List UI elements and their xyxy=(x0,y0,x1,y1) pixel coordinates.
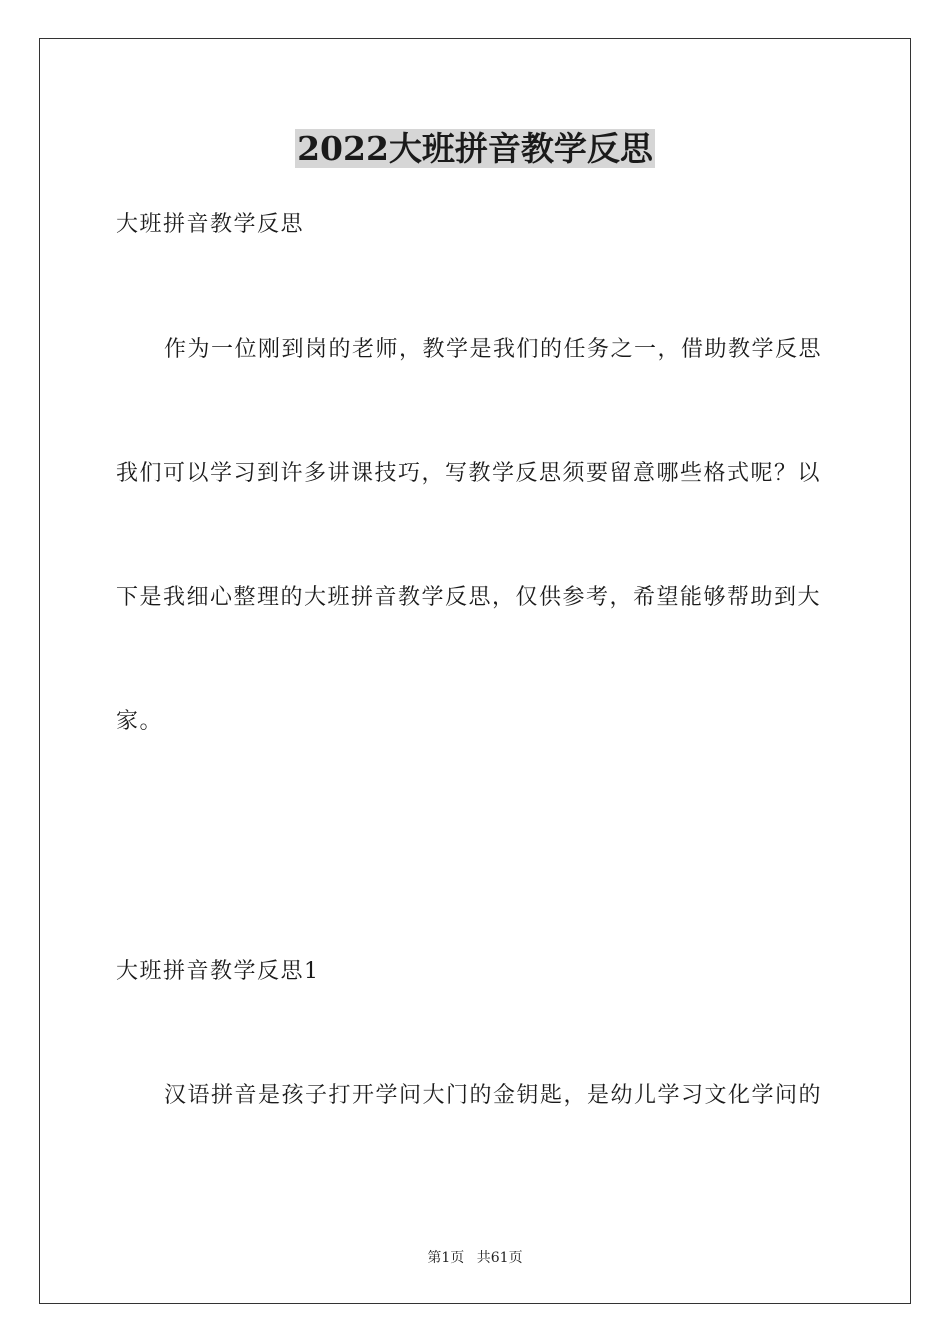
page-number: 第1页 xyxy=(427,1250,465,1266)
section-heading: 大班拼音教学反思 xyxy=(116,212,305,237)
section-heading-1: 大班拼音教学反思1 xyxy=(116,959,320,984)
paragraph-line: 我们可以学习到许多讲课技巧，写教学反思须要留意哪些格式呢？以 xyxy=(116,461,822,486)
document-title-text: 2022大班拼音教学反思 xyxy=(297,129,653,168)
page-total: 共61页 xyxy=(476,1250,523,1266)
paragraph-line: 汉语拼音是孩子打开学问大门的金钥匙，是幼儿学习文化学问的 xyxy=(164,1083,823,1108)
paragraph-line: 作为一位刚到岗的老师，教学是我们的任务之一，借助教学反思 xyxy=(164,337,823,362)
paragraph-line: 下是我细心整理的大班拼音教学反思，仅供参考，希望能够帮助到大 xyxy=(116,585,822,610)
page-footer xyxy=(0,1248,950,1268)
document-title xyxy=(0,127,950,171)
paragraph-line: 家。 xyxy=(116,709,164,734)
